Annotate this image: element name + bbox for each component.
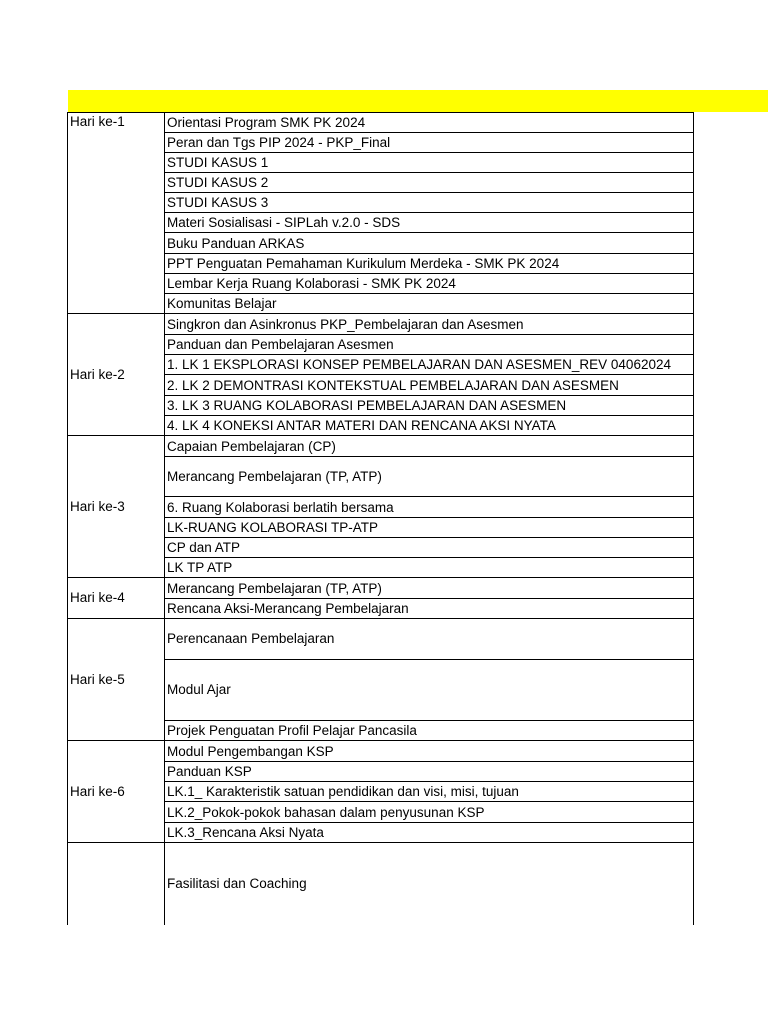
day-label: Hari ke-1 bbox=[68, 113, 165, 314]
material-cell[interactable]: Merancang Pembelajaran (TP, ATP) bbox=[165, 578, 694, 599]
material-cell[interactable]: Komunitas Belajar bbox=[165, 294, 694, 314]
material-cell[interactable]: Rencana Aksi-Merancang Pembelajaran bbox=[165, 599, 694, 619]
table-row bbox=[68, 843, 694, 925]
highlighted-header-band bbox=[68, 90, 768, 112]
day-label: Hari ke-5 bbox=[68, 619, 165, 741]
material-cell[interactable]: Fasilitasi dan Coaching bbox=[165, 843, 694, 925]
material-cell[interactable]: Panduan dan Pembelajaran Asesmen bbox=[165, 335, 694, 355]
material-cell[interactable]: 1. LK 1 EKSPLORASI KONSEP PEMBELAJARAN DAN ASESMEN_REV 04062024 bbox=[165, 355, 694, 375]
table-row bbox=[68, 436, 694, 457]
material-cell[interactable]: LK.3_Rencana Aksi Nyata bbox=[165, 823, 694, 843]
material-cell[interactable]: 4. LK 4 KONEKSI ANTAR MATERI DAN RENCANA AKSI NYATA bbox=[165, 416, 694, 436]
material-cell[interactable]: Modul Pengembangan KSP bbox=[165, 741, 694, 762]
table-row bbox=[68, 113, 694, 133]
material-cell[interactable]: LK TP ATP bbox=[165, 558, 694, 578]
material-cell[interactable]: 2. LK 2 DEMONTRASI KONTEKSTUAL PEMBELAJARAN DAN ASESMEN bbox=[165, 375, 694, 396]
material-cell[interactable]: Merancang Pembelajaran (TP, ATP) bbox=[165, 457, 694, 497]
day-label bbox=[68, 843, 165, 925]
day-label: Hari ke-6 bbox=[68, 741, 165, 843]
material-cell[interactable]: CP dan ATP bbox=[165, 538, 694, 558]
material-cell[interactable]: Orientasi Program SMK PK 2024 bbox=[165, 113, 694, 133]
table-row bbox=[68, 619, 694, 660]
material-cell[interactable]: LK.2_Pokok-pokok bahasan dalam penyusunan KSP bbox=[165, 802, 694, 823]
table-row bbox=[68, 314, 694, 335]
material-cell[interactable]: STUDI KASUS 3 bbox=[165, 193, 694, 213]
material-cell[interactable]: Capaian Pembelajaran (CP) bbox=[165, 436, 694, 457]
material-cell[interactable]: Singkron dan Asinkronus PKP_Pembelajaran dan Asesmen bbox=[165, 314, 694, 335]
day-label: Hari ke-3 bbox=[68, 436, 165, 578]
day-label: Hari ke-2 bbox=[68, 314, 165, 436]
table-row bbox=[68, 741, 694, 762]
table-row bbox=[68, 578, 694, 599]
material-cell[interactable]: STUDI KASUS 2 bbox=[165, 173, 694, 193]
material-cell[interactable]: LK.1_ Karakteristik satuan pendidikan dan visi, misi, tujuan bbox=[165, 782, 694, 802]
material-cell[interactable]: Modul Ajar bbox=[165, 660, 694, 721]
schedule-table bbox=[67, 112, 694, 925]
material-cell[interactable]: Buku Panduan ARKAS bbox=[165, 233, 694, 254]
material-cell[interactable]: 6. Ruang Kolaborasi berlatih bersama bbox=[165, 497, 694, 518]
material-cell[interactable]: Lembar Kerja Ruang Kolaborasi - SMK PK 2024 bbox=[165, 274, 694, 294]
material-cell[interactable]: Projek Penguatan Profil Pelajar Pancasila bbox=[165, 721, 694, 741]
material-cell[interactable]: 3. LK 3 RUANG KOLABORASI PEMBELAJARAN DAN ASESMEN bbox=[165, 396, 694, 416]
material-cell[interactable]: LK-RUANG KOLABORASI TP-ATP bbox=[165, 518, 694, 538]
material-cell[interactable]: Perencanaan Pembelajaran bbox=[165, 619, 694, 660]
material-cell[interactable]: Peran dan Tgs PIP 2024 - PKP_Final bbox=[165, 133, 694, 153]
day-label: Hari ke-4 bbox=[68, 578, 165, 619]
material-cell[interactable]: Materi Sosialisasi - SIPLah v.2.0 - SDS bbox=[165, 213, 694, 233]
material-cell[interactable]: STUDI KASUS 1 bbox=[165, 153, 694, 173]
material-cell[interactable]: PPT Penguatan Pemahaman Kurikulum Merdeka - SMK PK 2024 bbox=[165, 254, 694, 274]
material-cell[interactable]: Panduan KSP bbox=[165, 762, 694, 782]
